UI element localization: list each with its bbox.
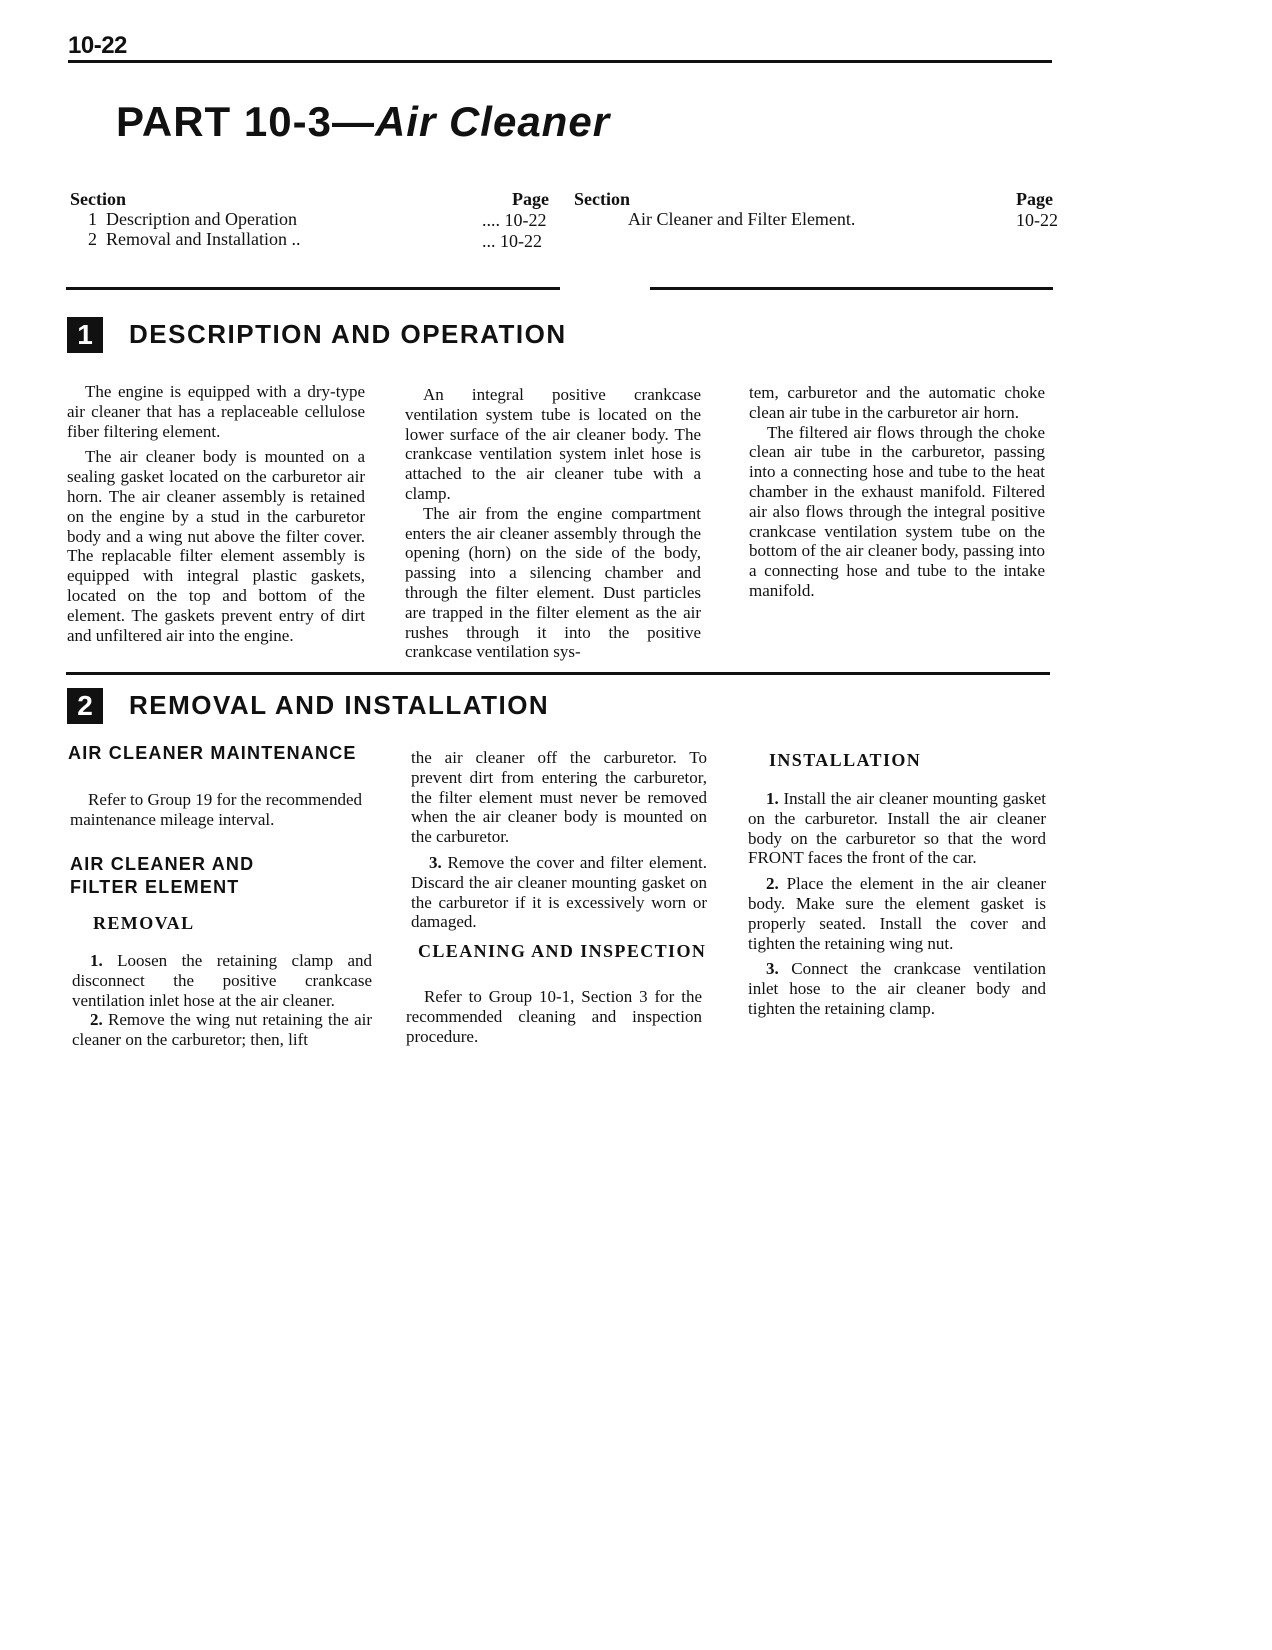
step-text: Connect the crankcase ventilation inlet hose to the air cleaner body and tighten the retaining clamp. [748, 959, 1046, 1018]
removal-steps [72, 951, 372, 1050]
part-title-prefix: PART 10-3— [116, 98, 375, 145]
section-2-title: REMOVAL AND INSTALLATION [129, 690, 550, 720]
toc-entry-num: 1 [88, 209, 97, 229]
removal-steps-continued [411, 748, 707, 932]
toc-entry-3: Air Cleaner and Filter Element. [628, 209, 856, 229]
section-2-badge: 2 [67, 688, 103, 724]
maintenance-text [70, 790, 362, 830]
section-1-column-1 [67, 382, 365, 645]
toc-leader: ... [482, 231, 496, 251]
heading-line: FILTER ELEMENT [70, 877, 240, 897]
paragraph: The filtered air flows through the choke clean air tube in the carburetor, passing into a connecting hose and tube to the heat chamber in the exhaust manifold. Filtered air also flows through the integral positive crankcase ventilation system tube on the bottom of the air cleaner body, passing into a connecting hose and tube to the intake manifold. [749, 422, 1045, 600]
toc-entry-2 [88, 229, 300, 250]
step-text: Place the element in the air cleaner body. Make sure the element gasket is properly seated. Install the cover and tighten the retaining wing nut. [748, 874, 1046, 953]
page-number: 10-22 [68, 32, 127, 59]
removal-heading: REMOVAL [93, 913, 195, 933]
toc-rule-right [650, 287, 1053, 290]
section-1-title: DESCRIPTION AND OPERATION [129, 319, 567, 349]
toc-entry-2-page [482, 231, 542, 252]
list-item [748, 959, 1046, 1018]
list-item [72, 1010, 372, 1050]
toc-section-label-right: Section [574, 189, 630, 209]
toc-page-label-right: Page [1016, 189, 1053, 209]
toc-entry-1-page [482, 210, 547, 231]
toc-entry-3-page: 10-22 [1016, 210, 1058, 230]
paragraph: tem, carburetor and the automatic choke clean air tube in the carburetor air horn. [749, 383, 1045, 422]
cleaning-inspection-heading: CLEANING AND INSPECTION [418, 941, 707, 961]
cleaning-text [406, 987, 702, 1046]
list-item [72, 951, 372, 1010]
section-divider [66, 672, 1050, 675]
toc-leader: .... [482, 210, 500, 230]
list-item [748, 789, 1046, 868]
paragraph: The air from the engine compartment enters the air cleaner assembly through the opening (horn) on the side of the body, passing into a silencing chamber and through the filter element. Dust particles are trapped in the filter element as the air rushes through it into the positive crankcase ventilation sys- [405, 503, 701, 662]
paragraph: The engine is equipped with a dry-type air cleaner that has a replaceable cellulose fiber filtering element. [67, 382, 365, 441]
toc-rule-left [66, 287, 560, 290]
section-1-column-3 [749, 383, 1045, 601]
installation-steps [748, 789, 1046, 1019]
paragraph: Refer to Group 10-1, Section 3 for the recommended cleaning and inspection procedure. [406, 987, 702, 1046]
step-text: Loosen the retaining clamp and disconnect the positive crankcase ventilation inlet hose at the air cleaner. [72, 951, 372, 1010]
list-item [411, 853, 707, 932]
toc-page: 10-22 [500, 231, 542, 251]
part-title [116, 98, 610, 146]
step-number: 3. [429, 852, 442, 872]
toc-entry-label: Removal and Installation .. [106, 229, 301, 249]
toc-entry-num: 2 [88, 229, 97, 249]
toc-section-label-left: Section [70, 189, 126, 209]
step-text: Remove the cover and filter element. Discard the air cleaner mounting gasket on the carburetor if it is excessively worn or damaged. [411, 852, 708, 932]
paragraph: The air cleaner body is mounted on a sealing gasket located on the carburetor air horn. The air cleaner assembly is retained on the engine by a stud in the carburetor body and a wing nut above the filter cover. The replacable filter element assembly is equipped with integral plastic gaskets, located on the top and bottom of the element. The gaskets prevent entry of dirt and unfiltered air into the engine. [67, 447, 365, 645]
part-title-name: Air Cleaner [374, 98, 611, 145]
step-number: 1. [90, 951, 103, 970]
toc-entry-label: Description and Operation [106, 209, 297, 229]
installation-heading: INSTALLATION [769, 750, 922, 770]
step-text: Install the air cleaner mounting gasket on the carburetor. Install the air cleaner body on the carburetor so that the word FRONT faces the front of the car. [748, 789, 1046, 868]
section-1-column-2 [405, 385, 701, 662]
paragraph: An integral positive crankcase ventilation system tube is located on the lower surface of the air cleaner body. The crankcase ventilation system inlet hose is attached to the air cleaner tube with a clamp. [405, 385, 701, 503]
list-item [748, 874, 1046, 953]
step-number: 2. [90, 1010, 103, 1030]
step-text: Remove the wing nut retaining the air cleaner on the carburetor; then, lift [72, 1010, 373, 1050]
step-number: 2. [766, 874, 779, 894]
header-rule [68, 60, 1052, 63]
paragraph: the air cleaner off the carburetor. To prevent dirt from entering the carburetor, the filter element must never be removed when the air cleaner body is mounted on the carburetor. [411, 748, 707, 847]
step-number: 3. [766, 959, 779, 979]
toc-entry-1 [88, 209, 297, 230]
toc-page-label-left: Page [512, 189, 549, 209]
section-1-badge: 1 [67, 317, 103, 353]
air-cleaner-filter-element-heading [70, 853, 254, 899]
heading-line: AIR CLEANER AND [70, 854, 255, 874]
paragraph: Refer to Group 19 for the recommended maintenance mileage interval. [70, 790, 362, 829]
step-number: 1. [766, 789, 779, 808]
air-cleaner-maintenance-heading: AIR CLEANER MAINTENANCE [68, 743, 357, 763]
toc-page: 10-22 [504, 210, 547, 230]
